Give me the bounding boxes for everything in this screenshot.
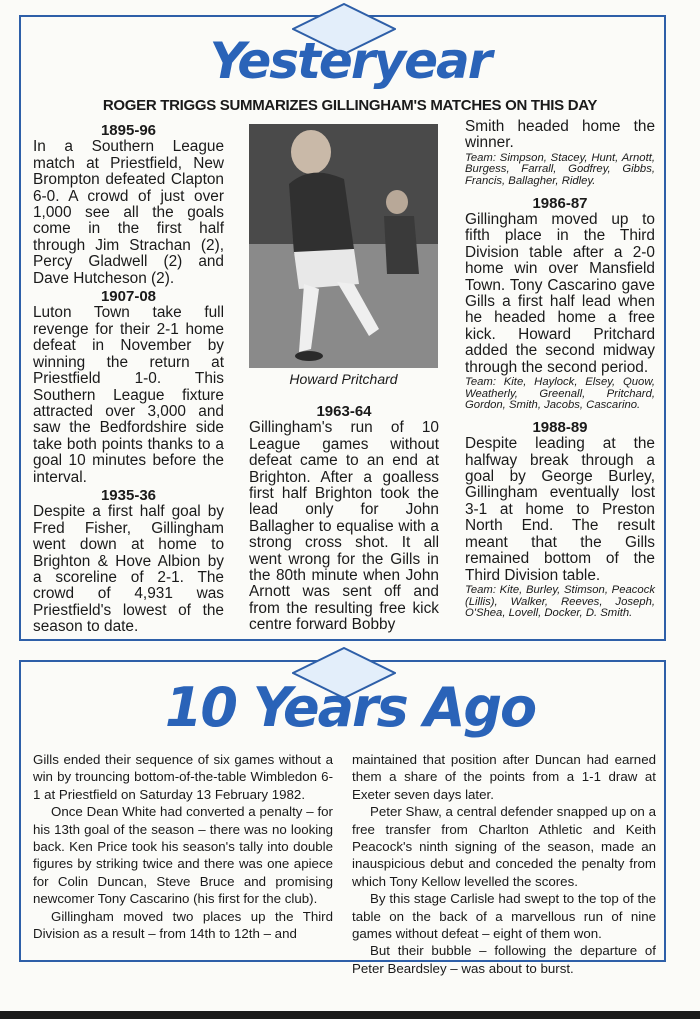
yesteryear-column-1 xyxy=(33,121,224,636)
paragraph: Gills ended their sequence of six games without a win by trouncing bottom-of-the-table Wimbledon 6-1 at Priestfield on Saturday 13 February 1982. xyxy=(33,752,333,802)
yesteryear-subtitle: ROGER TRIGGS SUMMARIZES GILLINGHAM'S MATCHES ON THIS DAY xyxy=(102,97,598,114)
entry-team: Team: Kite, Burley, Stimson, Peacock (Lillis), Walker, Reeves, Joseph, O'Shea, Lovell, Docker, D. Smith. xyxy=(465,583,655,620)
page-bottom-rule xyxy=(0,1011,700,1019)
paragraph: But their bubble – following the departure of Peter Beardsley – was about to burst. xyxy=(352,943,656,976)
paragraph: Gillingham moved two places up the Third Division as a result – from 14th to 12th – and xyxy=(33,908,333,942)
paragraph: Peter Shaw, a central defender snapped up on a free transfer from Charlton Athletic and Keith Peacock's ninth signing of the season, made an inauspicious debut and conceded the penalty from which Tony Kellow levelled the scores. xyxy=(352,804,656,889)
entry-year: 1935-36 xyxy=(100,486,157,504)
entry-year: 1988-89 xyxy=(532,418,588,436)
paragraph: Once Dean White had converted a penalty – for his 13th goal of the season – there was no looking back. Ken Price took his season's tally into double figures by striking twice and there was one apiece for Colin Duncan, Steve Bruce and promising newcomer Tony Cascarino (his first for the club). xyxy=(33,804,333,907)
yesteryear-title: Yesteryear xyxy=(209,32,491,90)
entry-text: Gillingham moved up to fifth place in the Third Division table after a 2-0 home win over Mansfield Town. Tony Cascarino gave Gills a first half lead when he headed home a free kick. Howard Pritchard added the second midway through the second period. xyxy=(465,211,655,376)
entry-text: Gillingham's run of 10 League games without defeat came to an end at Brighton. After a goalless first half Brighton took the lead only for John Ballagher to equalise with a strong cross shot. It all went wrong for the Gills in the 80th minute when John Arnott was sent off and from the resulting free kick centre forward Bobby xyxy=(249,419,439,634)
entry-year: 1963-64 xyxy=(316,403,372,420)
entry-text: In a Southern League match at Priestfield, New Brompton defeated Clapton 6-0. A crowd of just over 1,000 see all the goals come in the first half through Jim Strachan (2), Percy Gladwell (2) and Dave Hutcheson (2). xyxy=(33,138,224,287)
entry-year: 1986-87 xyxy=(532,194,588,212)
photo-caption: Howard Pritchard xyxy=(289,371,398,387)
entry-year: 1895-96 xyxy=(100,122,157,139)
entry-text: Despite a first half goal by Fred Fisher, Gillingham went down at home to Brighton & Hove Albion by a scoreline of 2-1. The crowd of 4,931 was Priestfield's lowest of the season to date. xyxy=(33,503,224,636)
entry-text: Luton Town take full revenge for their 2-1 home defeat in November by winning the return at Priestfield 1-0. This Southern League fixture attracted over 3,000 and saw the Bedfordshire side take both points thanks to a goal 10 minutes before the interval. xyxy=(33,304,224,486)
paragraph: maintained that position after Duncan had earned them a share of the points from a 1-1 draw at Exeter seven days later. xyxy=(352,752,656,802)
yesteryear-column-2 xyxy=(249,402,439,634)
entry-continuation: Smith headed home the winner. xyxy=(465,118,655,152)
entry-text: Despite leading at the halfway break through a goal by George Burley, Gillingham eventually lost 3-1 at home to Preston North End. The result meant that the Gills remained bottom of the Third Division table. xyxy=(465,435,655,584)
howard-pritchard-photo xyxy=(249,124,438,368)
ten-years-ago-title: 10 Years Ago xyxy=(164,676,536,739)
entry-year: 1907-08 xyxy=(100,288,157,306)
ten-years-ago-column-2 xyxy=(352,751,656,977)
entry-team: Team: Simpson, Stacey, Hunt, Arnott, Burgess, Farrall, Godfrey, Gibbs, Francis, Ballagher, Ridley. xyxy=(465,151,655,187)
entry-team: Team: Kite, Haylock, Elsey, Quow, Weatherly, Greenall, Pritchard, Gordon, Smith, Jacobs, Cascarino. xyxy=(465,376,655,412)
paragraph: By this stage Carlisle had swept to the top of the table on the back of a marvellous run of nine games without defeat – eight of them won. xyxy=(352,891,656,942)
yesteryear-column-3 xyxy=(465,119,655,628)
ten-years-ago-column-1 xyxy=(33,751,333,942)
